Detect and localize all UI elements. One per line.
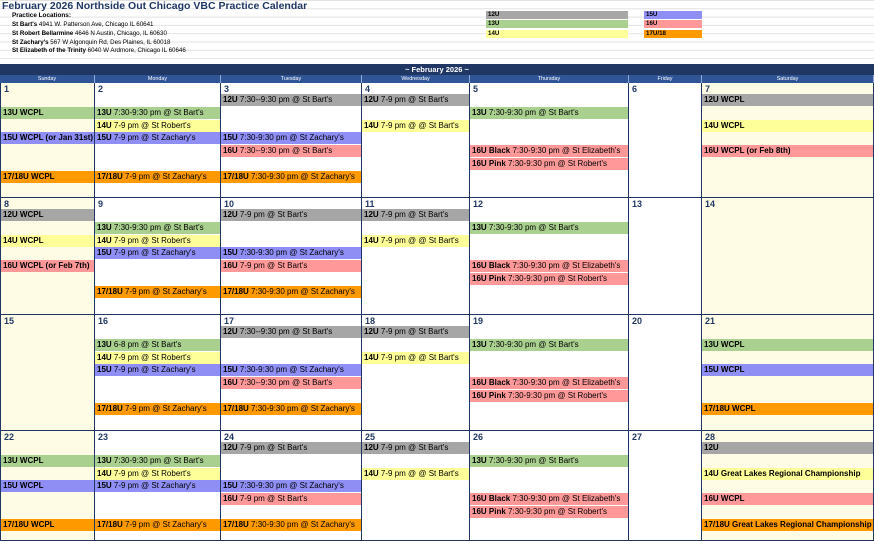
day-cell[interactable] [470,315,629,431]
event-team: 15U [97,481,112,491]
locations-heading: Practice Locations: [12,12,71,19]
day-number: 12 [473,199,484,209]
event-detail: 7-9 pm @ @ St Bart's [378,120,459,130]
practice-event[interactable] [362,120,469,132]
day-number: 8 [4,199,10,209]
event-team: 16U [223,261,238,271]
practice-event[interactable] [702,364,873,376]
weekday-label: Wednesday [362,75,470,83]
location-entry [12,47,186,54]
event-detail: 7:30-9:30 pm @ St Zachary's [248,171,355,181]
event-detail: 7:30-9:30 pm @ St Bart's [111,222,204,232]
event-detail: 7:30-9:30 pm @ St Bart's [111,107,204,117]
day-number: 15 [4,316,15,326]
day-cell[interactable] [95,431,221,541]
practice-event[interactable] [1,455,94,467]
day-number: 11 [365,199,375,209]
practice-event[interactable] [1,235,94,247]
event-team: 16U [223,494,238,504]
event-detail: 7:30-9:30 pm @ St Zachary's [248,519,355,529]
practice-event[interactable] [221,94,361,106]
event-team: 16U WCPL (or Feb 7th) [3,261,90,271]
practice-event[interactable] [221,403,361,415]
event-detail: 7:30-9:30 pm @ St Robert's [505,159,608,168]
event-team: 16U Pink [472,159,506,168]
practice-event[interactable] [470,222,628,234]
weekday-label: Saturday [702,75,874,83]
event-team: 16U WCPL (or Feb 8th) [704,146,791,156]
event-detail: 7:30-9:30 pm @ St Bart's [486,455,579,465]
day-number: 26 [473,432,484,442]
event-detail: 7-9 pm @ St Zachary's [122,171,207,181]
event-team: 12U [364,95,379,104]
day-number: 1 [4,84,10,94]
practice-event[interactable] [221,286,361,298]
event-team: 14U [364,352,379,362]
event-team: 14U [97,352,112,362]
event-detail: 7-9 pm @ St Zachary's [111,365,196,375]
day-cell[interactable] [702,198,874,315]
day-cell[interactable] [0,431,95,541]
practice-event[interactable] [95,480,220,492]
event-detail: 7:30-9:30 pm @ St Elizabeth's [510,261,621,271]
legend-key: 14U [486,30,628,38]
event-team: 12U [364,327,379,336]
event-team: 13U [472,455,487,465]
event-team: 15U WCPL [704,365,745,375]
practice-event[interactable] [221,132,361,144]
event-detail: 7:30-9:30 pm @ St Robert's [505,507,608,516]
event-detail: 7:30-9:30 pm @ St Bart's [111,455,204,465]
location-name: St Robert Bellarmine [12,30,74,37]
day-number: 24 [224,432,235,442]
day-number: 6 [632,84,638,94]
location-name: St Bart's [12,21,38,28]
day-cell[interactable] [629,198,702,315]
practice-event[interactable] [702,493,873,505]
day-number: 17 [224,316,235,326]
event-team: 14U Great Lakes Regional Championship [704,468,861,478]
event-team: 15U [223,365,238,375]
day-cell[interactable] [362,198,470,315]
event-team: 17/18U [223,286,249,296]
event-detail: 7-9 pm @ St Zachary's [111,481,196,491]
event-detail: 7:30-9:30 pm @ St Elizabeth's [510,146,621,156]
event-detail: 7:30-9:30 pm @ St Bart's [486,107,579,117]
practice-event[interactable] [702,442,873,454]
event-detail: 7-9 pm @ St Bart's [378,95,449,104]
day-cell[interactable] [629,431,702,541]
practice-event[interactable] [362,326,469,338]
location-entry [12,30,167,37]
day-number: 2 [98,84,104,94]
event-team: 17/18U [97,171,123,181]
day-cell[interactable] [221,431,362,541]
event-team: 15U [223,248,238,258]
location-address: 6040 W Ardmore, Chicago IL 60646 [85,47,186,54]
practice-event[interactable] [1,107,94,119]
event-team: 13U [97,339,112,349]
event-detail: 7-9 pm @ @ St Bart's [378,235,459,245]
event-team: 17/18U Great Lakes Regional Championship [704,519,872,529]
practice-event[interactable] [470,260,628,272]
event-detail: 6-8 pm @ St Bart's [111,339,182,349]
practice-event[interactable] [221,209,361,221]
legend-key: 12U [486,11,628,19]
event-detail: 7-9 pm @ St Zachary's [122,403,207,413]
event-team: 16U Pink [472,507,506,516]
practice-event[interactable] [221,493,361,505]
event-detail: 7-9 pm @ St Zachary's [122,519,207,529]
event-detail: 7-9 pm @ St Zachary's [111,248,196,258]
event-detail: 7-9 pm @ St Robert's [111,468,191,478]
event-team: 16U [223,378,238,388]
event-detail: 7:30-9:30 pm @ St Zachary's [248,403,355,413]
practice-event[interactable] [221,247,361,259]
practice-event[interactable] [95,403,220,415]
event-team: 13U [472,222,487,232]
practice-event[interactable] [95,222,220,234]
event-detail: 7:30--9:30 pm @ St Bart's [237,95,333,104]
event-detail: 7-9 pm @ St Bart's [237,494,308,504]
event-team: 16U Pink [472,274,506,283]
page-title: February 2026 Northside Out Chicago VBC Practice Calendar [2,0,308,12]
day-number: 19 [473,316,484,326]
day-cell[interactable] [362,315,470,431]
practice-event[interactable] [470,493,628,505]
practice-event[interactable] [1,519,94,531]
event-detail: 7:30-9:30 pm @ St Robert's [505,391,608,400]
practice-event[interactable] [702,519,873,531]
practice-event[interactable] [362,94,469,106]
event-team: 17/18U [223,519,249,529]
practice-event[interactable] [362,442,469,454]
practice-event[interactable] [702,339,873,351]
day-cell[interactable] [629,315,702,431]
location-entry [12,39,170,46]
practice-event[interactable] [470,158,628,170]
event-team: 15U [97,248,112,258]
day-number: 7 [705,84,711,94]
event-team: 14U [97,235,112,245]
event-detail: 7:30--9:30 pm @ St Bart's [237,327,333,336]
day-cell[interactable] [702,431,874,541]
event-detail: 7:30--9:30 pm @ St Bart's [237,146,333,156]
practice-event[interactable] [95,455,220,467]
practice-event[interactable] [702,403,873,415]
practice-event[interactable] [95,247,220,259]
day-cell[interactable] [362,431,470,541]
practice-event[interactable] [1,209,94,221]
event-detail: 7-9 pm @ St Robert's [111,352,191,362]
practice-event[interactable] [1,132,94,144]
event-team: 12U [704,443,719,452]
practice-event[interactable] [95,286,220,298]
event-team: 13U WCPL [3,107,44,117]
event-detail: 7:30-9:30 pm @ St Elizabeth's [510,378,621,388]
event-team: 14U [364,468,379,478]
legend-key: 16U [644,20,702,28]
location-address: 4941 W. Patterson Ave, Chicago IL 60641 [37,21,154,28]
practice-event[interactable] [221,260,361,272]
day-number: 27 [632,432,643,442]
event-team: 13U [97,107,112,117]
day-number: 5 [473,84,479,94]
event-detail: 7:30-9:30 pm @ St Zachary's [237,248,344,258]
event-team: 15U WCPL [3,481,44,491]
practice-event[interactable] [470,377,628,389]
day-number: 10 [224,199,235,209]
event-team: 16U Black [472,146,511,156]
event-team: 17/18U [97,403,123,413]
day-cell[interactable] [95,315,221,431]
event-detail: 7-9 pm @ St Bart's [378,210,449,219]
practice-event[interactable] [95,364,220,376]
event-team: 14U WCPL [3,235,44,245]
event-team: 15U [223,133,238,143]
practice-event[interactable] [221,145,361,157]
day-number: 16 [98,316,109,326]
event-team: 16U Black [472,494,511,504]
practice-event[interactable] [95,120,220,132]
event-team: 12U [364,210,379,219]
event-detail: 7-9 pm @ St Bart's [378,443,449,452]
event-detail: 7:30-9:30 pm @ St Robert's [505,274,608,283]
event-team: 14U [97,120,112,130]
event-team: 17/18U [97,286,123,296]
practice-event[interactable] [95,107,220,119]
event-detail: 7-9 pm @ St Robert's [111,120,191,130]
practice-event[interactable] [362,352,469,364]
practice-event[interactable] [221,377,361,389]
practice-event[interactable] [95,519,220,531]
practice-event[interactable] [95,468,220,480]
day-cell[interactable] [470,83,629,198]
day-cell[interactable] [95,198,221,315]
day-cell[interactable] [702,315,874,431]
event-team: 14U WCPL [704,120,745,130]
event-team: 16U Black [472,261,511,271]
practice-event[interactable] [702,94,873,106]
day-cell[interactable] [629,83,702,198]
event-team: 12U [223,95,238,104]
event-detail: 7-9 pm @ St Bart's [237,261,308,271]
event-detail: 7:30-9:30 pm @ St Bart's [486,222,579,232]
event-team: 17/18U WCPL [704,403,756,413]
weekday-label: Thursday [470,75,629,83]
event-detail: 7-9 pm @ St Robert's [111,235,191,245]
event-team: 16U WCPL [704,494,745,504]
event-team: 12U [223,210,238,219]
practice-event[interactable] [95,171,220,183]
day-cell[interactable] [702,83,874,198]
day-number: 14 [705,199,716,209]
day-number: 22 [4,432,15,442]
day-cell[interactable] [95,83,221,198]
legend-key: 17U/18 [644,30,702,38]
event-team: 13U WCPL [704,339,745,349]
practice-event[interactable] [702,145,873,157]
day-number: 21 [705,316,716,326]
day-cell[interactable] [221,198,362,315]
event-detail: 7-9 pm @ @ St Bart's [378,352,459,362]
practice-event[interactable] [1,260,94,272]
event-detail: 7:30-9:30 pm @ St Zachary's [237,133,344,143]
practice-event[interactable] [470,273,628,285]
event-team: 14U [97,468,112,478]
legend-key: 15U [644,11,702,19]
practice-event[interactable] [221,364,361,376]
day-cell[interactable] [0,315,95,431]
event-detail: 7-9 pm @ @ St Bart's [378,468,459,478]
day-cell[interactable] [221,83,362,198]
event-detail: 7-9 pm @ St Zachary's [122,286,207,296]
practice-event[interactable] [470,145,628,157]
weekday-label: Tuesday [221,75,362,83]
weekday-label: Sunday [0,75,95,83]
location-address: 4646 N Austin, Chicago, IL 60630 [73,30,167,37]
event-detail: 7-9 pm @ St Zachary's [111,133,196,143]
event-team: 14U [364,120,379,130]
event-detail: 7-9 pm @ St Bart's [378,327,449,336]
day-number: 28 [705,432,716,442]
event-team: 13U [97,455,112,465]
event-team: 15U [97,133,112,143]
practice-event[interactable] [702,468,873,480]
event-detail: 7:30-9:30 pm @ St Bart's [486,339,579,349]
day-number: 4 [365,84,371,94]
weekday-label: Friday [629,75,702,83]
day-number: 13 [632,199,643,209]
practice-event[interactable] [702,120,873,132]
event-team: 15U [223,481,238,491]
day-cell[interactable] [470,431,629,541]
event-team: 17/18U [223,171,249,181]
day-cell[interactable] [0,83,95,198]
event-team: 14U [364,235,379,245]
practice-event[interactable] [95,352,220,364]
legend-key: 13U [486,20,628,28]
day-cell[interactable] [470,198,629,315]
practice-event[interactable] [1,480,94,492]
event-team: 12U [223,327,238,336]
day-number: 25 [365,432,376,442]
event-team: 13U [472,107,487,117]
day-number: 3 [224,84,230,94]
event-detail: 7:30-9:30 pm @ St Zachary's [248,286,355,296]
event-team: 12U WCPL [3,210,44,219]
event-team: 13U WCPL [3,455,44,465]
practice-event[interactable] [95,132,220,144]
event-team: 17/18U WCPL [3,519,55,529]
practice-event[interactable] [470,339,628,351]
location-address: 567 W Algonquin Rd, Des Plaines, IL 60018 [48,39,171,46]
event-detail: 7:30-9:30 pm @ St Elizabeth's [510,494,621,504]
event-team: 15U [97,365,112,375]
weekday-label: Monday [95,75,221,83]
practice-event[interactable] [221,326,361,338]
month-header: ~ February 2026 ~ [0,64,874,75]
event-team: 17/18U WCPL [3,171,55,181]
event-team: 17/18U [223,403,249,413]
practice-event[interactable] [470,107,628,119]
practice-event[interactable] [221,171,361,183]
event-team: 16U Black [472,378,511,388]
practice-event[interactable] [362,235,469,247]
event-detail: 7:30-9:30 pm @ St Zachary's [237,481,344,491]
day-number: 23 [98,432,109,442]
day-cell[interactable] [221,315,362,431]
practice-event[interactable] [1,171,94,183]
day-cell[interactable] [362,83,470,198]
day-number: 20 [632,316,643,326]
day-cell[interactable] [0,198,95,315]
day-number: 9 [98,199,104,209]
practice-event[interactable] [470,506,628,518]
practice-event[interactable] [95,235,220,247]
location-entry [12,21,153,28]
event-team: 16U [223,146,238,156]
event-detail: 7-9 pm @ St Bart's [237,210,308,219]
practice-event[interactable] [221,442,361,454]
event-detail: 7:30--9:30 pm @ St Bart's [237,378,333,388]
event-team: 12U [364,443,379,452]
practice-event[interactable] [362,209,469,221]
day-number: 18 [365,316,376,326]
practice-event[interactable] [470,390,628,402]
event-team: 13U [472,339,487,349]
practice-event[interactable] [221,480,361,492]
practice-event[interactable] [95,339,220,351]
event-detail: 7:30-9:30 pm @ St Zachary's [237,365,344,375]
practice-event[interactable] [362,468,469,480]
location-name: St Elizabeth of the Trinity [12,47,86,54]
event-detail: 7-9 pm @ St Bart's [237,443,308,452]
event-team: 15U WCPL (or Jan 31st) [3,133,94,143]
practice-event[interactable] [221,519,361,531]
event-team: 12U [223,443,238,452]
practice-event[interactable] [470,455,628,467]
location-name: St Zachary's [12,39,49,46]
event-team: 13U [97,222,112,232]
event-team: 12U WCPL [704,95,745,104]
event-team: 17/18U [97,519,123,529]
event-team: 16U Pink [472,391,506,400]
